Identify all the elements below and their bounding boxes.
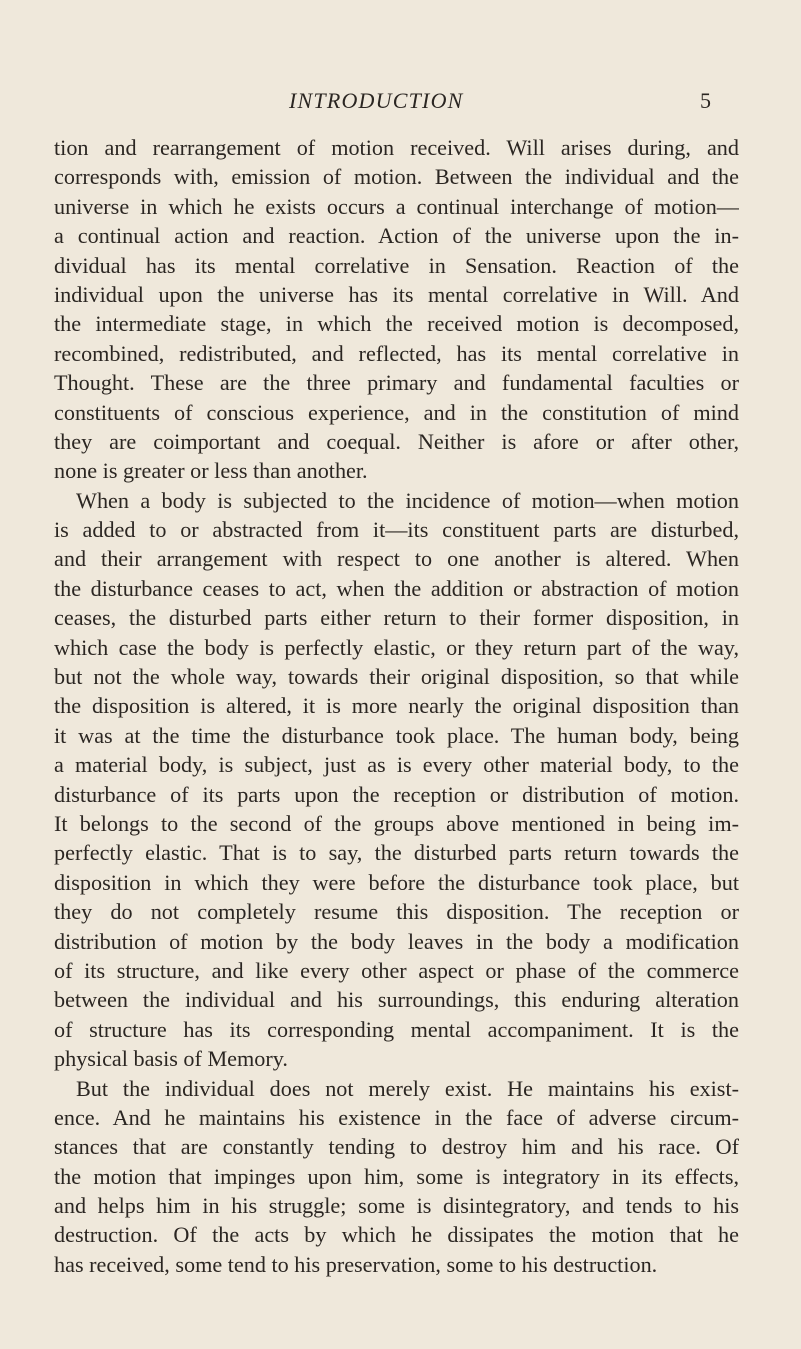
text-line: recombined, redistributed, and reflected, has its mental correlative in [54,340,739,366]
text-line: disturbance of its parts upon the reception or distribution of motion. [54,781,739,807]
text-line: is added to or abstracted from it—its constituent parts are disturbed, [54,517,739,543]
text-line: stances that are constantly tending to destroy him and his race. Of [54,1134,739,1160]
text-line: physical basis of Memory. [54,1046,288,1072]
text-line: the intermediate stage, in which the received motion is decomposed, [54,311,739,337]
text-line: destruction. Of the acts by which he dissipates the motion that he [54,1222,739,1248]
text-line: and their arrangement with respect to one another is altered. When [54,546,739,572]
text-line: of its structure, and like every other aspect or phase of the commerce [54,957,739,983]
text-line: corresponds with, emission of motion. Between the individual and the [54,164,739,190]
text-line: ceases, the disturbed parts either return to their former disposition, in [54,605,739,631]
text-line: distribution of motion by the body leaves in the body a modification [54,928,739,954]
text-line: and helps him in his struggle; some is disintegratory, and tends to his [54,1193,739,1219]
text-line: ence. And he maintains his existence in the face of adverse circum- [54,1104,739,1130]
text-line: none is greater or less than another. [54,458,368,484]
text-line: which case the body is perfectly elastic, or they return part of the way, [54,634,739,660]
text-line: But the individual does not merely exist. He maintains his exist- [76,1075,739,1101]
text-line: they are coimportant and coequal. Neither is afore or after other, [54,428,739,454]
text-line: tion and rearrangement of motion received. Will arises during, and [54,135,739,160]
text-line: the motion that impinges upon him, some is integratory in its effects, [54,1163,739,1189]
text-line: has received, some tend to his preservation, some to his destruction. [54,1251,658,1277]
text-line: the disposition is altered, it is more nearly the original disposition than [54,693,739,719]
chapter-title: INTRODUCTION [289,88,464,113]
text-line: a material body, is subject, just as is every other material body, to the [54,752,739,778]
text-line: constituents of conscious experience, and in the constitution of mind [54,399,739,425]
text-line: individual upon the universe has its mental correlative in Will. And [54,281,739,307]
text-line: but not the whole way, towards their original disposition, so that while [54,664,739,690]
text-line: Thought. These are the three primary and fundamental faculties or [54,370,739,396]
body-text [54,133,739,1279]
text-line: perfectly elastic. That is to say, the disturbed parts return towards the [54,840,739,866]
text-line: disposition in which they were before the disturbance took place, but [54,869,739,895]
text-line: When a body is subjected to the incidence of motion—when motion [76,487,739,513]
text-line: between the individual and his surroundings, this enduring alteration [54,987,739,1013]
text-line: It belongs to the second of the groups above mentioned in being im- [54,810,739,836]
text-line: universe in which he exists occurs a continual interchange of motion— [54,193,739,219]
page-number: 5 [700,88,711,113]
text-line: a continual action and reaction. Action of the universe upon the in- [54,223,739,249]
text-line: it was at the time the disturbance took place. The human body, being [54,722,739,748]
text-line: the disturbance ceases to act, when the addition or abstraction of motion [54,575,739,601]
text-line: dividual has its mental correlative in Sensation. Reaction of the [54,252,739,278]
text-line: of structure has its corresponding mental accompaniment. It is the [54,1016,739,1042]
running-head [0,88,801,118]
text-line: they do not completely resume this disposition. The reception or [54,899,739,925]
